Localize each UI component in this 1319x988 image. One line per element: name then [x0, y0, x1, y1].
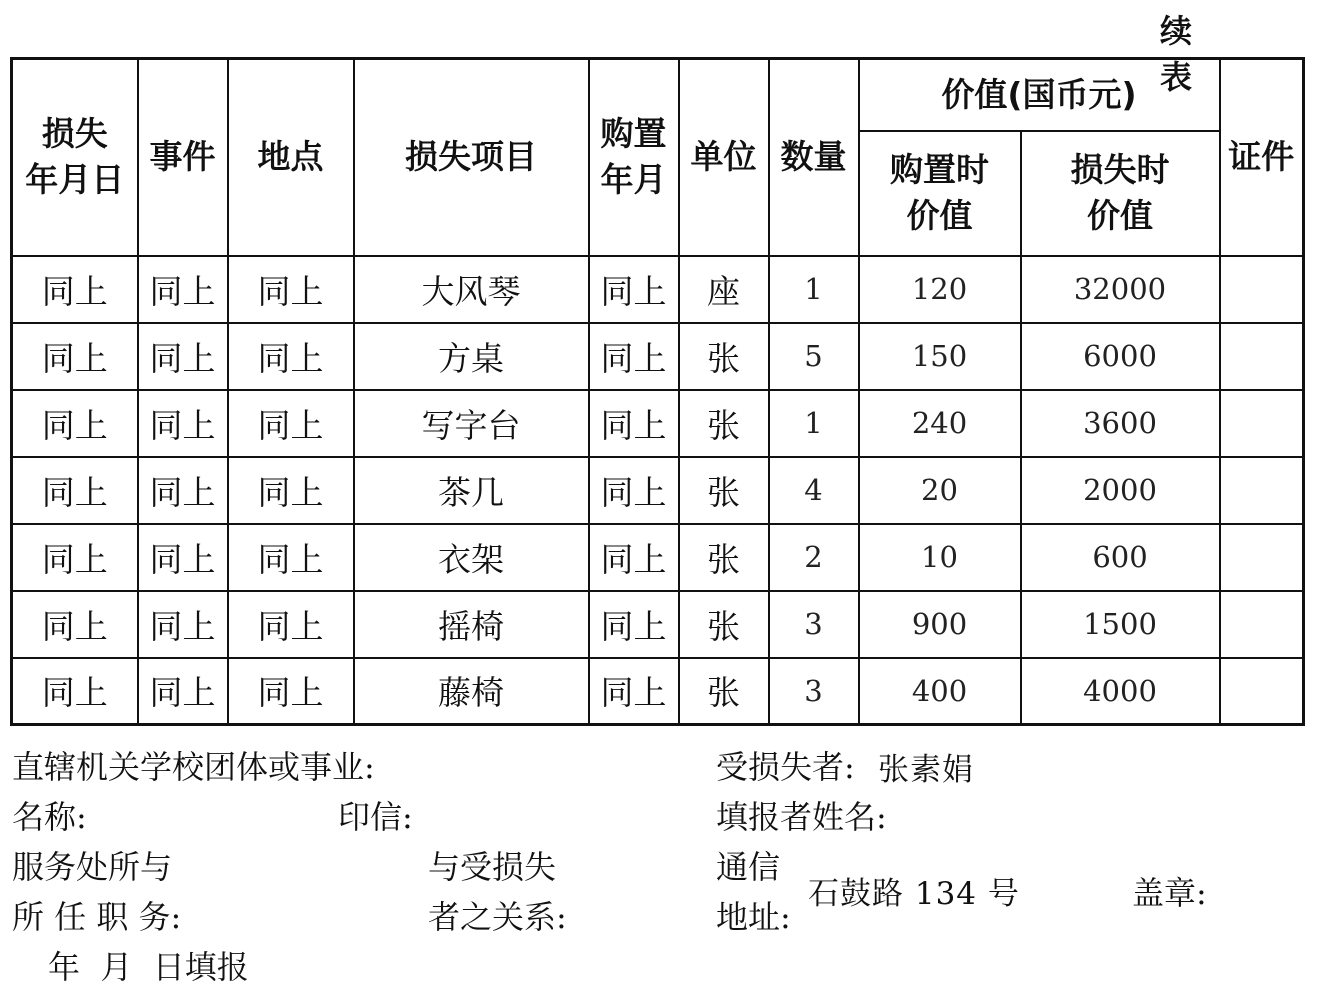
cell-quantity: 2 [769, 524, 859, 591]
cell-value-purchase: 900 [859, 591, 1021, 658]
name-label: 名称: [12, 798, 87, 836]
cell-date: 同上 [12, 256, 138, 323]
cell-unit: 张 [679, 524, 769, 591]
cell-unit: 座 [679, 256, 769, 323]
table-row [12, 591, 1304, 658]
header-quantity: 数量 [769, 59, 859, 256]
table-row [12, 390, 1304, 457]
cell-value-purchase: 150 [859, 323, 1021, 390]
continued-label: 续 表 [1160, 12, 1227, 96]
cell-event: 同上 [138, 524, 228, 591]
cell-value-purchase: 20 [859, 457, 1021, 524]
cell-certificate [1220, 658, 1304, 725]
victim-label: 受损失者: [716, 748, 855, 786]
header-purchase-date: 购置 年月 [589, 59, 679, 256]
table-row [12, 256, 1304, 323]
service-label-line1: 服务处所与 [12, 848, 173, 886]
cell-unit: 张 [679, 390, 769, 457]
cell-certificate [1220, 323, 1304, 390]
table-row [12, 323, 1304, 390]
cell-purchase-date: 同上 [589, 524, 679, 591]
cell-item: 方桌 [354, 323, 589, 390]
cell-value-loss: 1500 [1021, 591, 1220, 658]
victim-name: 张素娟 [878, 752, 974, 788]
header-value-purchase: 购置时 价值 [859, 131, 1021, 256]
cell-item: 衣架 [354, 524, 589, 591]
cell-place: 同上 [228, 256, 354, 323]
cell-value-loss: 2000 [1021, 457, 1220, 524]
cell-quantity: 1 [769, 390, 859, 457]
cell-value-loss: 32000 [1021, 256, 1220, 323]
cell-value-purchase: 240 [859, 390, 1021, 457]
cell-certificate [1220, 256, 1304, 323]
relation-label-line2: 者之关系: [428, 898, 567, 936]
cell-value-loss: 600 [1021, 524, 1220, 591]
service-label-line2: 所 任 职 务: [12, 898, 182, 936]
cell-value-loss: 4000 [1021, 658, 1220, 725]
cell-certificate [1220, 457, 1304, 524]
cell-date: 同上 [12, 323, 138, 390]
cell-certificate [1220, 524, 1304, 591]
cell-place: 同上 [228, 591, 354, 658]
cell-purchase-date: 同上 [589, 390, 679, 457]
cell-date: 同上 [12, 591, 138, 658]
address-label-line1: 通信 [716, 848, 781, 886]
cell-place: 同上 [228, 323, 354, 390]
header-item: 损失项目 [354, 59, 589, 256]
header-unit: 单位 [679, 59, 769, 256]
cell-event: 同上 [138, 457, 228, 524]
cell-place: 同上 [228, 524, 354, 591]
cell-unit: 张 [679, 658, 769, 725]
cell-event: 同上 [138, 658, 228, 725]
cell-quantity: 3 [769, 658, 859, 725]
header-value-group: 价值(国币元) [859, 59, 1220, 131]
cell-quantity: 5 [769, 323, 859, 390]
cell-place: 同上 [228, 457, 354, 524]
cell-unit: 张 [679, 457, 769, 524]
cell-purchase-date: 同上 [589, 457, 679, 524]
cell-event: 同上 [138, 390, 228, 457]
cell-value-purchase: 400 [859, 658, 1021, 725]
org-label: 直辖机关学校团体或事业: [12, 748, 375, 786]
header-value-loss: 损失时 价值 [1021, 131, 1220, 256]
cell-event: 同上 [138, 256, 228, 323]
cell-item: 茶几 [354, 457, 589, 524]
seal-label: 印信: [338, 798, 413, 836]
cell-date: 同上 [12, 524, 138, 591]
cell-certificate [1220, 591, 1304, 658]
cell-event: 同上 [138, 591, 228, 658]
table-header [12, 59, 1304, 256]
cell-purchase-date: 同上 [589, 658, 679, 725]
cell-place: 同上 [228, 658, 354, 725]
header-event: 事件 [138, 59, 228, 256]
cell-purchase-date: 同上 [589, 256, 679, 323]
cell-value-loss: 6000 [1021, 323, 1220, 390]
loss-table [10, 57, 1305, 726]
relation-label-line1: 与受损失 [428, 848, 557, 886]
header-certificate: 证件 [1220, 59, 1304, 256]
address-value: 石鼓路 134 号 [808, 876, 1020, 912]
cell-place: 同上 [228, 390, 354, 457]
header-place: 地点 [228, 59, 354, 256]
cell-value-loss: 3600 [1021, 390, 1220, 457]
cell-purchase-date: 同上 [589, 323, 679, 390]
cell-quantity: 1 [769, 256, 859, 323]
cell-unit: 张 [679, 591, 769, 658]
table-row [12, 658, 1304, 725]
cell-item: 藤椅 [354, 658, 589, 725]
cell-item: 写字台 [354, 390, 589, 457]
cell-purchase-date: 同上 [589, 591, 679, 658]
date-line: 年 月 日填报 [48, 948, 249, 986]
cell-item: 摇椅 [354, 591, 589, 658]
cell-value-purchase: 120 [859, 256, 1021, 323]
cell-event: 同上 [138, 323, 228, 390]
cell-item: 大风琴 [354, 256, 589, 323]
reporter-label: 填报者姓名: [716, 798, 887, 836]
cell-unit: 张 [679, 323, 769, 390]
cell-quantity: 3 [769, 591, 859, 658]
cell-date: 同上 [12, 390, 138, 457]
cell-value-purchase: 10 [859, 524, 1021, 591]
header-date: 损失 年月日 [12, 59, 138, 256]
table-row [12, 524, 1304, 591]
cell-date: 同上 [12, 457, 138, 524]
cell-date: 同上 [12, 658, 138, 725]
cell-quantity: 4 [769, 457, 859, 524]
table-row [12, 457, 1304, 524]
address-label-line2: 地址: [716, 898, 791, 936]
stamp-label: 盖章: [1132, 874, 1207, 912]
cell-certificate [1220, 390, 1304, 457]
